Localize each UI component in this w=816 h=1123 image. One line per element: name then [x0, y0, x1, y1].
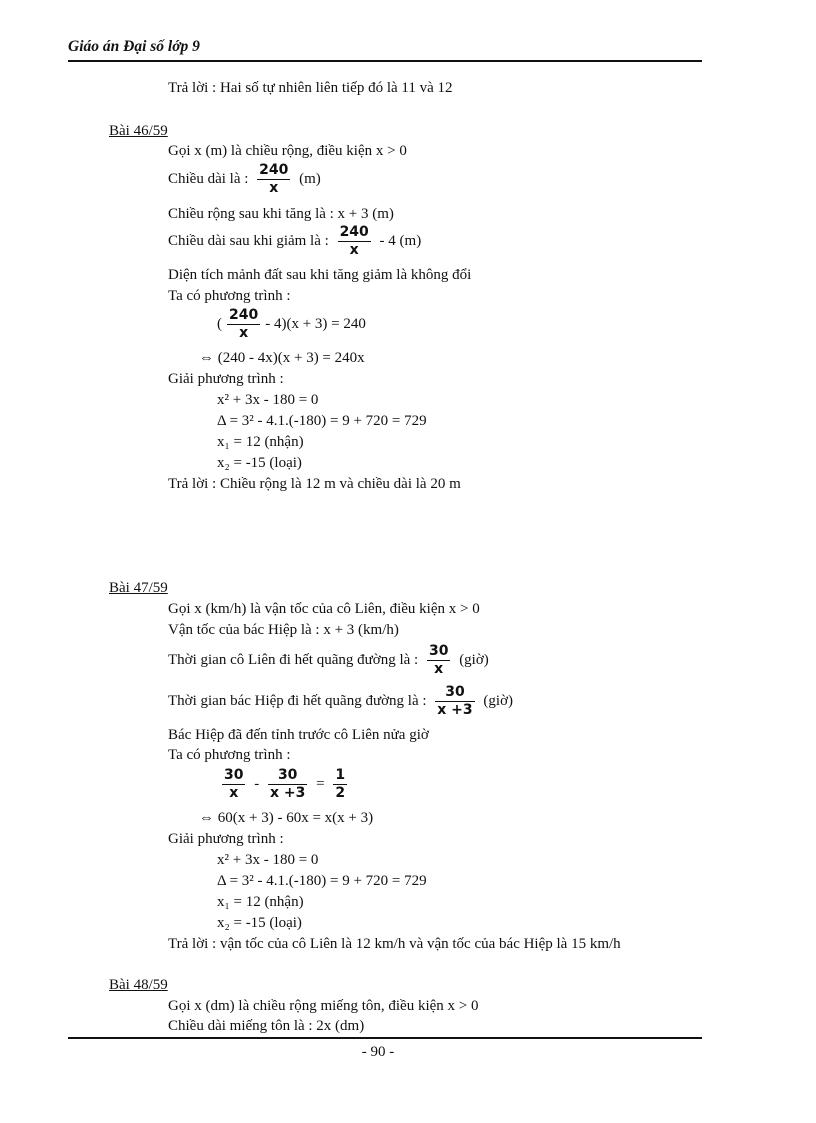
ex47-l4-post: (giờ): [483, 692, 513, 709]
fraction-numerator: 30: [428, 643, 449, 659]
fraction-denominator: x +3: [437, 702, 473, 718]
ex46-l4-post: - 4 (m): [379, 232, 422, 249]
ex46-step-2: Δ = 3² - 4.1.(-180) = 9 + 720 = 729: [217, 413, 427, 429]
ex46-step-3: x₁ = 12 (nhận): [217, 434, 304, 450]
ex47-line-7: Giải phương trình :: [168, 831, 284, 847]
ex47-line-3: [168, 643, 489, 678]
fraction-numerator: 240: [339, 224, 369, 240]
ex47-l3-pre: Thời gian cô Liên đi hết quãng đường là :: [168, 651, 419, 668]
ex46-l4-pre: Chiều dài sau khi giảm là :: [168, 232, 329, 249]
ex46-line-3: Chiều rộng sau khi tăng là : x + 3 (m): [168, 206, 394, 222]
ex46-line-1: Gọi x (m) là chiều rộng, điều kiện x > 0: [168, 143, 407, 159]
ex47-line-2: Vận tốc của bác Hiệp là : x + 3 (km/h): [168, 622, 399, 638]
ex46-step-1: x² + 3x - 180 = 0: [217, 392, 319, 408]
ex47-eq1-fraction-c: [333, 767, 347, 802]
ex47-equation-1: [217, 767, 352, 802]
ex46-line-2: [168, 162, 321, 197]
ex46-line-7: Giải phương trình :: [168, 371, 284, 387]
ex47-line-1: Gọi x (km/h) là vận tốc của cô Liên, điều kiện x > 0: [168, 601, 480, 617]
page-number: - 90 -: [361, 1044, 395, 1060]
ex46-l2-post: (m): [299, 170, 321, 187]
fraction-numerator: 240: [259, 162, 289, 178]
ex46-line-6: Ta có phương trình :: [168, 288, 291, 304]
ex47-step-3: x₁ = 12 (nhận): [217, 894, 304, 910]
ex46-l4-fraction: [338, 224, 371, 259]
ex46-step-4: x₂ = -15 (loại): [217, 455, 302, 471]
ex47-l3-fraction: [427, 643, 450, 678]
fraction-numerator: 30: [277, 767, 298, 783]
ex47-step-1: x² + 3x - 180 = 0: [217, 852, 319, 868]
ex47-l3-post: (giờ): [459, 651, 489, 668]
fraction-denominator: x +3: [269, 785, 306, 801]
ex46-line-4: [168, 224, 421, 259]
ex47-eq1-fraction-b: [268, 767, 307, 802]
header-rule: [68, 60, 702, 62]
exercise-48-title: Bài 48/59: [109, 977, 168, 993]
ex47-line-4: [168, 684, 513, 719]
eq-open-paren: (: [217, 315, 222, 332]
ex48-line-1: Gọi x (dm) là chiều rộng miếng tôn, điều kiện x > 0: [168, 998, 479, 1014]
ex47-answer: Trả lời : vận tốc của cô Liên là 12 km/h và vận tốc của bác Hiệp là 15 km/h: [168, 936, 621, 952]
ex46-equation-2: ⇔ (240 - 4x)(x + 3) = 240x: [199, 350, 365, 366]
eq-rest: - 4)(x + 3) = 240: [265, 315, 366, 332]
ex47-line-6: Ta có phương trình :: [168, 747, 291, 763]
ex46-equation-1: [217, 307, 366, 342]
fraction-denominator: x: [338, 241, 371, 259]
fraction-numerator: 30: [224, 767, 244, 783]
ex47-step-4: x₂ = -15 (loại): [217, 915, 302, 931]
ex47-equation-2: ⇔ 60(x + 3) - 60x = x(x + 3): [199, 810, 374, 826]
ex47-line-5: Bác Hiệp đã đến tỉnh trước cô Liên nửa giờ: [168, 727, 429, 743]
header-title: Giáo án Đại số lớp 9: [68, 38, 200, 55]
exercise-46-title: Bài 46/59: [109, 123, 168, 139]
eq-minus-sign: -: [254, 775, 260, 792]
footer-rule: [68, 1037, 702, 1039]
ex47-eq1-fraction-a: [222, 767, 245, 802]
eq-equals-sign: =: [316, 775, 325, 792]
ex47-l4-pre: Thời gian bác Hiệp đi hết quãng đường là :: [168, 692, 427, 709]
ex46-l2-fraction: [257, 162, 290, 197]
fraction-denominator: x: [227, 324, 260, 342]
fraction-denominator: x: [427, 660, 450, 678]
intro-answer: Trả lời : Hai số tự nhiên liên tiếp đó là 11 và 12: [168, 80, 453, 96]
exercise-47-title: Bài 47/59: [109, 580, 168, 596]
ex46-line-5: Diện tích mảnh đất sau khi tăng giảm là không đổi: [168, 267, 472, 283]
fraction-numerator: 240: [229, 307, 259, 323]
fraction-denominator: x: [222, 784, 245, 802]
ex47-l4-fraction: [435, 684, 474, 719]
ex46-l2-pre: Chiều dài là :: [168, 170, 249, 187]
ex46-answer: Trả lời : Chiều rộng là 12 m và chiều dài là 20 m: [168, 476, 461, 492]
ex47-step-2: Δ = 3² - 4.1.(-180) = 9 + 720 = 729: [217, 873, 427, 889]
fraction-denominator: 2: [335, 785, 346, 801]
ex48-line-2: Chiều dài miếng tôn là : 2x (dm): [168, 1018, 365, 1034]
ex46-eq1-fraction: [227, 307, 260, 342]
fraction-numerator: 30: [445, 684, 465, 700]
fraction-numerator: 1: [335, 767, 346, 783]
fraction-denominator: x: [257, 179, 290, 197]
